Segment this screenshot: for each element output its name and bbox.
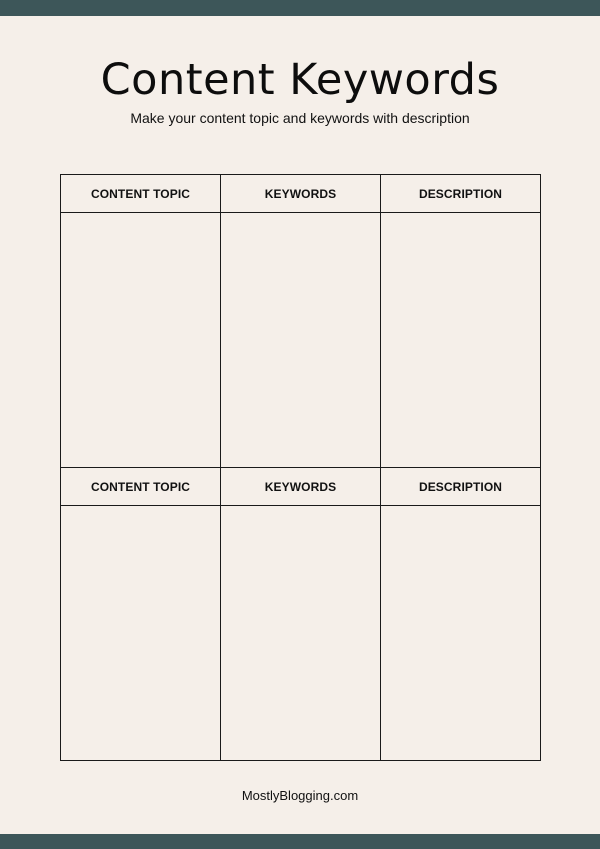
table-row (61, 213, 541, 468)
page-title: Content Keywords (100, 55, 500, 105)
cell-description[interactable] (381, 506, 541, 761)
cell-keywords[interactable] (221, 506, 381, 761)
header-description: DESCRIPTION (381, 175, 541, 213)
header-keywords: KEYWORDS (221, 467, 381, 505)
header-content-topic: CONTENT TOPIC (61, 175, 221, 213)
cell-keywords[interactable] (221, 213, 381, 468)
cell-description[interactable] (381, 213, 541, 468)
content-keywords-table (60, 174, 541, 761)
footer-site-name: MostlyBlogging.com (241, 788, 359, 803)
table-row (61, 506, 541, 761)
table-header-row (61, 175, 541, 213)
table-header-row (61, 467, 541, 505)
cell-content-topic[interactable] (61, 506, 221, 761)
top-decorative-bar (0, 0, 600, 16)
bottom-decorative-bar (0, 834, 600, 849)
page-subtitle: Make your content topic and keywords with description (130, 110, 470, 126)
cell-content-topic[interactable] (61, 213, 221, 468)
header-keywords: KEYWORDS (221, 175, 381, 213)
header-content-topic: CONTENT TOPIC (61, 467, 221, 505)
header-description: DESCRIPTION (381, 467, 541, 505)
